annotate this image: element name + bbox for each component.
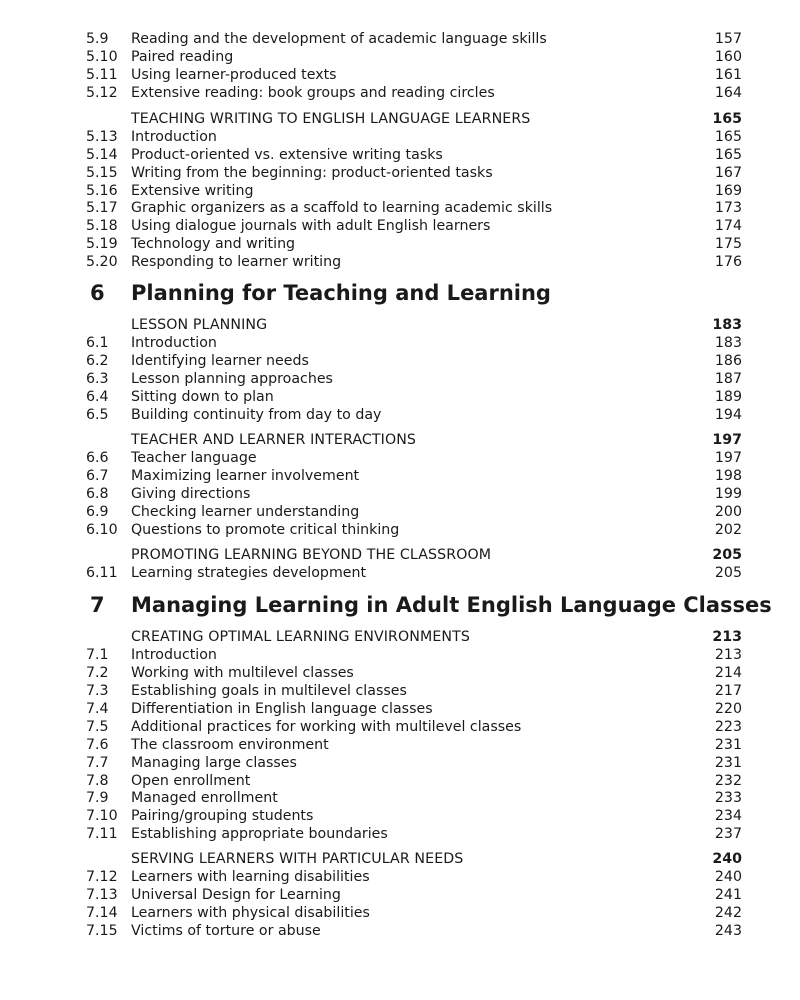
page-number: 183 — [714, 335, 742, 351]
entry-title: The classroom environment — [131, 737, 329, 753]
entry-number: 5.16 — [86, 183, 118, 199]
toc-entry — [0, 521, 800, 539]
page-number: 165 — [714, 129, 742, 145]
page-number: 241 — [714, 887, 742, 903]
toc-entry — [0, 370, 800, 388]
toc-entry — [0, 789, 800, 807]
entry-title: Teacher language — [131, 450, 257, 466]
page-number: 231 — [714, 755, 742, 771]
page-number: 160 — [714, 49, 742, 65]
entry-number: 7.15 — [86, 923, 118, 939]
page-number: 197 — [714, 450, 742, 466]
entry-title: Graphic organizers as a scaffold to learning academic skills — [131, 200, 553, 216]
entry-title: Responding to learner writing — [131, 254, 342, 270]
entry-number: 7.1 — [86, 647, 109, 663]
toc-section-heading — [0, 431, 800, 449]
entry-title: Learning strategies development — [131, 565, 367, 581]
toc-chapter-heading — [0, 279, 800, 307]
toc-entry — [0, 700, 800, 718]
entry-number: 6.4 — [86, 389, 109, 405]
toc-section-heading — [0, 628, 800, 646]
entry-number: 5.20 — [86, 254, 118, 270]
entry-title: Establishing goals in multilevel classes — [131, 683, 407, 699]
entry-number: 5.11 — [86, 67, 118, 83]
entry-title: Maximizing learner involvement — [131, 468, 360, 484]
toc-entry — [0, 253, 800, 271]
entry-number: 5.18 — [86, 218, 118, 234]
entry-number: 5.13 — [86, 129, 118, 145]
entry-number: 7.7 — [86, 755, 109, 771]
page-number: 214 — [714, 665, 742, 681]
entry-number: 6.9 — [86, 504, 109, 520]
toc-entry — [0, 922, 800, 940]
section-title: TEACHER AND LEARNER INTERACTIONS — [131, 432, 417, 448]
entry-title: Identifying learner needs — [131, 353, 309, 369]
page-number: 161 — [714, 67, 742, 83]
page-number: 232 — [714, 773, 742, 789]
entry-number: 7.13 — [86, 887, 118, 903]
toc-section-heading — [0, 546, 800, 564]
page-number: 220 — [714, 701, 742, 717]
page-number: 198 — [714, 468, 742, 484]
entry-number: 7.4 — [86, 701, 109, 717]
toc-entry — [0, 199, 800, 217]
entry-number: 7.14 — [86, 905, 118, 921]
toc-entry — [0, 66, 800, 84]
page-number: 197 — [712, 432, 742, 448]
chapter-number: 7 — [90, 593, 105, 617]
page-number: 240 — [712, 851, 742, 867]
toc-entry — [0, 904, 800, 922]
entry-title: Additional practices for working with multilevel classes — [131, 719, 522, 735]
entry-title: Using dialogue journals with adult English learners — [131, 218, 491, 234]
entry-number: 5.15 — [86, 165, 118, 181]
toc-entry — [0, 772, 800, 790]
page-number: 213 — [714, 647, 742, 663]
section-title: LESSON PLANNING — [131, 317, 268, 333]
entry-title: Building continuity from day to day — [131, 407, 382, 423]
entry-number: 6.8 — [86, 486, 109, 502]
toc-entry — [0, 664, 800, 682]
toc-entry — [0, 406, 800, 424]
entry-number: 5.17 — [86, 200, 118, 216]
toc-entry — [0, 128, 800, 146]
entry-title: Checking learner understanding — [131, 504, 360, 520]
entry-number: 6.2 — [86, 353, 109, 369]
entry-number: 6.10 — [86, 522, 118, 538]
toc-entry — [0, 352, 800, 370]
toc-section-heading — [0, 110, 800, 128]
entry-title: Open enrollment — [131, 773, 251, 789]
toc-entry — [0, 235, 800, 253]
page-number: 165 — [714, 147, 742, 163]
page-number: 234 — [714, 808, 742, 824]
page-number: 237 — [714, 826, 742, 842]
entry-title: Differentiation in English language classes — [131, 701, 433, 717]
entry-title: Introduction — [131, 647, 217, 663]
entry-title: Extensive writing — [131, 183, 254, 199]
page-number: 175 — [714, 236, 742, 252]
entry-number: 5.19 — [86, 236, 118, 252]
page-number: 223 — [714, 719, 742, 735]
entry-title: Learners with learning disabilities — [131, 869, 370, 885]
entry-title: Establishing appropriate boundaries — [131, 826, 388, 842]
entry-title: Introduction — [131, 129, 217, 145]
entry-title: Learners with physical disabilities — [131, 905, 370, 921]
page-number: 174 — [714, 218, 742, 234]
entry-number: 7.10 — [86, 808, 118, 824]
entry-number: 7.6 — [86, 737, 109, 753]
toc-entry — [0, 164, 800, 182]
toc-entry — [0, 388, 800, 406]
entry-number: 5.10 — [86, 49, 118, 65]
entry-number: 7.11 — [86, 826, 118, 842]
section-title: CREATING OPTIMAL LEARNING ENVIRONMENTS — [131, 629, 470, 645]
toc-chapter-heading — [0, 591, 800, 619]
toc-entry — [0, 30, 800, 48]
entry-title: Lesson planning approaches — [131, 371, 333, 387]
entry-title: Paired reading — [131, 49, 234, 65]
toc-entry — [0, 48, 800, 66]
entry-number: 6.7 — [86, 468, 109, 484]
section-title: TEACHING WRITING TO ENGLISH LANGUAGE LEARNERS — [131, 111, 531, 127]
entry-title: Questions to promote critical thinking — [131, 522, 400, 538]
page-number: 199 — [714, 486, 742, 502]
page-number: 187 — [714, 371, 742, 387]
entry-title: Managed enrollment — [131, 790, 278, 806]
page-number: 176 — [714, 254, 742, 270]
page-number: 233 — [714, 790, 742, 806]
page-number: 205 — [714, 565, 742, 581]
page-number: 231 — [714, 737, 742, 753]
entry-number: 7.12 — [86, 869, 118, 885]
section-title: SERVING LEARNERS WITH PARTICULAR NEEDS — [131, 851, 464, 867]
toc-entry — [0, 564, 800, 582]
toc-section-heading — [0, 850, 800, 868]
entry-number: 5.9 — [86, 31, 109, 47]
page-number: 194 — [714, 407, 742, 423]
page-number: 242 — [714, 905, 742, 921]
entry-title: Giving directions — [131, 486, 251, 502]
page-number: 167 — [714, 165, 742, 181]
page-number: 157 — [714, 31, 742, 47]
entry-number: 6.6 — [86, 450, 109, 466]
page-number: 243 — [714, 923, 742, 939]
entry-number: 5.14 — [86, 147, 118, 163]
page-number: 186 — [714, 353, 742, 369]
section-title: PROMOTING LEARNING BEYOND THE CLASSROOM — [131, 547, 492, 563]
toc-entry — [0, 646, 800, 664]
toc-entry — [0, 718, 800, 736]
toc-entry — [0, 182, 800, 200]
chapter-title: Managing Learning in Adult English Language Classes — [131, 593, 772, 617]
page-number: 202 — [714, 522, 742, 538]
entry-title: Pairing/grouping students — [131, 808, 314, 824]
entry-number: 7.9 — [86, 790, 109, 806]
page-number: 205 — [712, 547, 742, 563]
entry-title: Managing large classes — [131, 755, 297, 771]
page-number: 217 — [714, 683, 742, 699]
entry-title: Reading and the development of academic language skills — [131, 31, 547, 47]
toc-entry — [0, 682, 800, 700]
chapter-title: Planning for Teaching and Learning — [131, 281, 551, 305]
entry-number: 6.1 — [86, 335, 109, 351]
page-number: 240 — [714, 869, 742, 885]
entry-number: 5.12 — [86, 85, 118, 101]
toc-entry — [0, 334, 800, 352]
toc-entry — [0, 449, 800, 467]
entry-number: 6.3 — [86, 371, 109, 387]
toc-entry — [0, 485, 800, 503]
toc-entry — [0, 825, 800, 843]
entry-number: 6.5 — [86, 407, 109, 423]
page-number: 164 — [714, 85, 742, 101]
entry-number: 7.5 — [86, 719, 109, 735]
toc-entry — [0, 754, 800, 772]
toc-entry — [0, 467, 800, 485]
page-number: 189 — [714, 389, 742, 405]
toc-entry — [0, 503, 800, 521]
page-number: 213 — [712, 629, 742, 645]
entry-title: Sitting down to plan — [131, 389, 274, 405]
entry-title: Working with multilevel classes — [131, 665, 354, 681]
toc-entry — [0, 217, 800, 235]
entry-title: Universal Design for Learning — [131, 887, 341, 903]
toc-entry — [0, 736, 800, 754]
entry-title: Introduction — [131, 335, 217, 351]
page-number: 165 — [712, 111, 742, 127]
toc-entry — [0, 146, 800, 164]
entry-number: 7.3 — [86, 683, 109, 699]
entry-title: Using learner-produced texts — [131, 67, 337, 83]
toc-section-heading — [0, 316, 800, 334]
entry-title: Writing from the beginning: product-oriented tasks — [131, 165, 493, 181]
toc-entry — [0, 807, 800, 825]
toc-entry — [0, 868, 800, 886]
entry-title: Extensive reading: book groups and reading circles — [131, 85, 495, 101]
entry-title: Product-oriented vs. extensive writing tasks — [131, 147, 443, 163]
entry-number: 7.8 — [86, 773, 109, 789]
page-number: 173 — [714, 200, 742, 216]
toc-entry — [0, 84, 800, 102]
page-number: 183 — [712, 317, 742, 333]
entry-number: 6.11 — [86, 565, 118, 581]
chapter-number: 6 — [90, 281, 105, 305]
entry-number: 7.2 — [86, 665, 109, 681]
entry-title: Technology and writing — [131, 236, 296, 252]
toc-entry — [0, 886, 800, 904]
page-number: 200 — [714, 504, 742, 520]
page-number: 169 — [714, 183, 742, 199]
entry-title: Victims of torture or abuse — [131, 923, 321, 939]
